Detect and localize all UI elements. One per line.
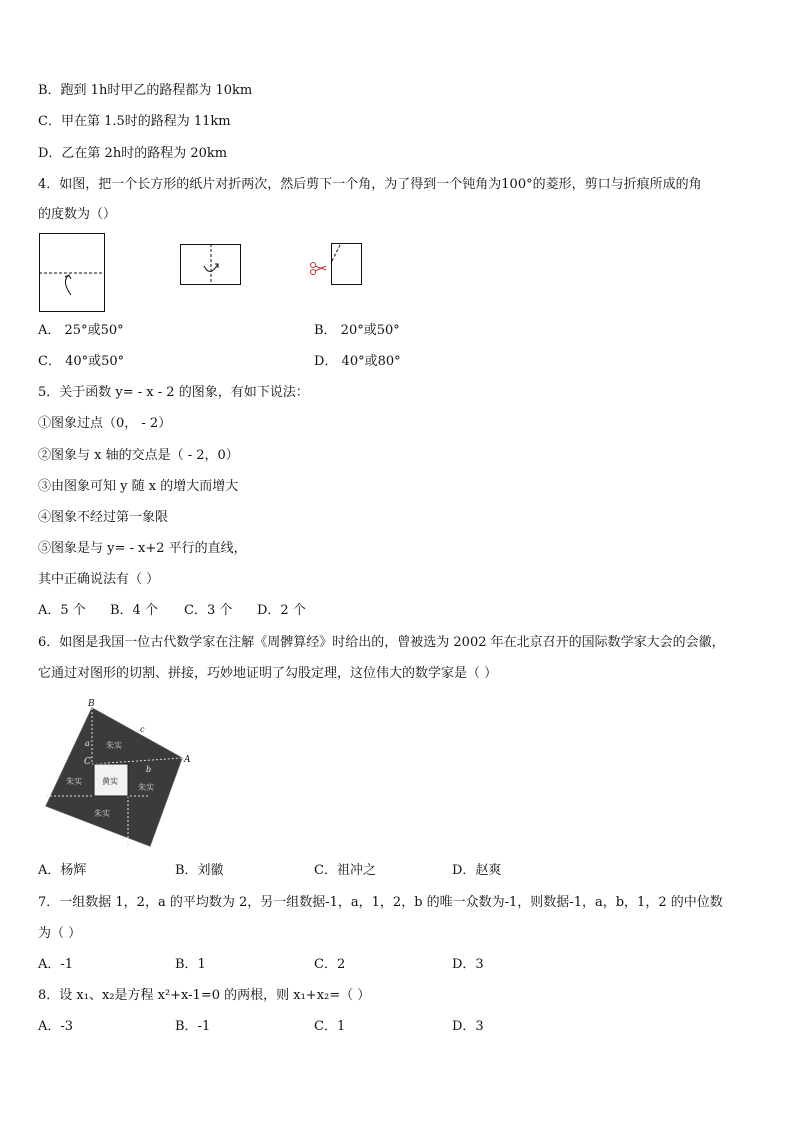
- q6-stem-line1: 6．如图是我国一位古代数学家在注解《周髀算经》时给出的，曾被选为 2002 年在北京召开的国际数学家大会的会徽，: [38, 635, 725, 650]
- label-b: B: [88, 699, 95, 709]
- q5-statement-3: ③由图象可知 y 随 x 的增大而增大: [38, 479, 239, 494]
- q4-fold-figure-2: [180, 244, 242, 286]
- q8-option-b: B．-1: [175, 1019, 211, 1034]
- q4-fold-figure-3: [308, 243, 364, 287]
- q4-option-a: A． 25°或50°: [38, 323, 124, 338]
- q4-stem-line2: 的度数为（）: [38, 207, 117, 222]
- label-c-side: c: [140, 725, 145, 734]
- q6-option-a: A．杨辉: [38, 863, 87, 878]
- q8-stem: 8．设 x₁、x₂是方程 x²+x-1=0 的两根，则 x₁+x₂=（ ）: [38, 988, 371, 1003]
- q4-stem-line1: 4．如图，把一个长方形的纸片对折两次，然后剪下一个角，为了得到一个钝角为100°的菱形，剪口与折痕所成的角: [38, 177, 702, 192]
- q5-option-c: C．3 个: [184, 603, 233, 618]
- q4-option-d: D． 40°或80°: [314, 354, 401, 369]
- q7-option-c: C．2: [314, 957, 346, 972]
- label-a-side: a: [85, 739, 90, 748]
- q8-option-a: A．-3: [38, 1019, 74, 1034]
- zhushi-label-left: 朱实: [66, 777, 82, 786]
- label-a: A: [184, 755, 191, 765]
- q4-option-b: B． 20°或50°: [314, 323, 400, 338]
- huangshi-label: 黄实: [102, 777, 118, 786]
- zhao-shuang-string-diagram: [40, 698, 190, 848]
- q5-statement-2: ②图象与 x 轴的交点是（ - 2，0）: [38, 448, 239, 463]
- q5-statement-4: ④图象不经过第一象限: [38, 510, 169, 525]
- q6-stem-line2: 它通过对图形的切割、拼接，巧妙地证明了勾股定理，这位伟大的数学家是（ ）: [38, 666, 498, 681]
- scissors-icon: [311, 263, 327, 275]
- q5-option-d: D．2 个: [257, 603, 306, 618]
- q5-stem: 5．关于函数 y= - x - 2 的图象，有如下说法：: [38, 385, 309, 400]
- label-c-point: C: [84, 757, 91, 767]
- q5-option-a: A．5 个: [38, 603, 86, 618]
- q5-statement-5: ⑤图象是与 y= - x+2 平行的直线，: [38, 541, 247, 556]
- q3-option-b: B．跑到 1h时甲乙的路程都为 10km: [38, 83, 253, 98]
- q4-fold-figure-1: [39, 233, 105, 313]
- q3-option-d: D．乙在第 2h时的路程为 20km: [38, 146, 228, 161]
- q5-option-b: B．4 个: [110, 603, 158, 618]
- q5-statement-1: ①图象过点（0， - 2）: [38, 416, 172, 431]
- q7-option-b: B．1: [175, 957, 206, 972]
- q3-option-c: C．甲在第 1.5时的路程为 11km: [38, 114, 231, 129]
- q8-option-d: D．3: [452, 1019, 484, 1034]
- zhushi-label-top: 朱实: [106, 741, 122, 750]
- zhushi-label-right: 朱实: [138, 783, 154, 792]
- label-b-side: b: [146, 765, 152, 774]
- q6-option-d: D．赵爽: [452, 863, 502, 878]
- q8-option-c: C．1: [314, 1019, 346, 1034]
- q4-option-c: C． 40°或50°: [38, 354, 125, 369]
- q5-question: 其中正确说法有（ ）: [38, 572, 160, 587]
- zhushi-label-bottom: 朱实: [94, 809, 110, 818]
- q6-option-b: B．刘徽: [175, 863, 224, 878]
- q7-option-d: D．3: [452, 957, 484, 972]
- q7-stem-line1: 7．一组数据 1，2，a 的平均数为 2，另一组数据-1，a，1，2，b 的唯一众数为-1，则数据-1，a，b，1，2 的中位数: [38, 895, 723, 910]
- q7-stem-line2: 为（ ）: [38, 926, 82, 941]
- q7-option-a: A．-1: [38, 957, 74, 972]
- q6-option-c: C．祖冲之: [314, 863, 376, 878]
